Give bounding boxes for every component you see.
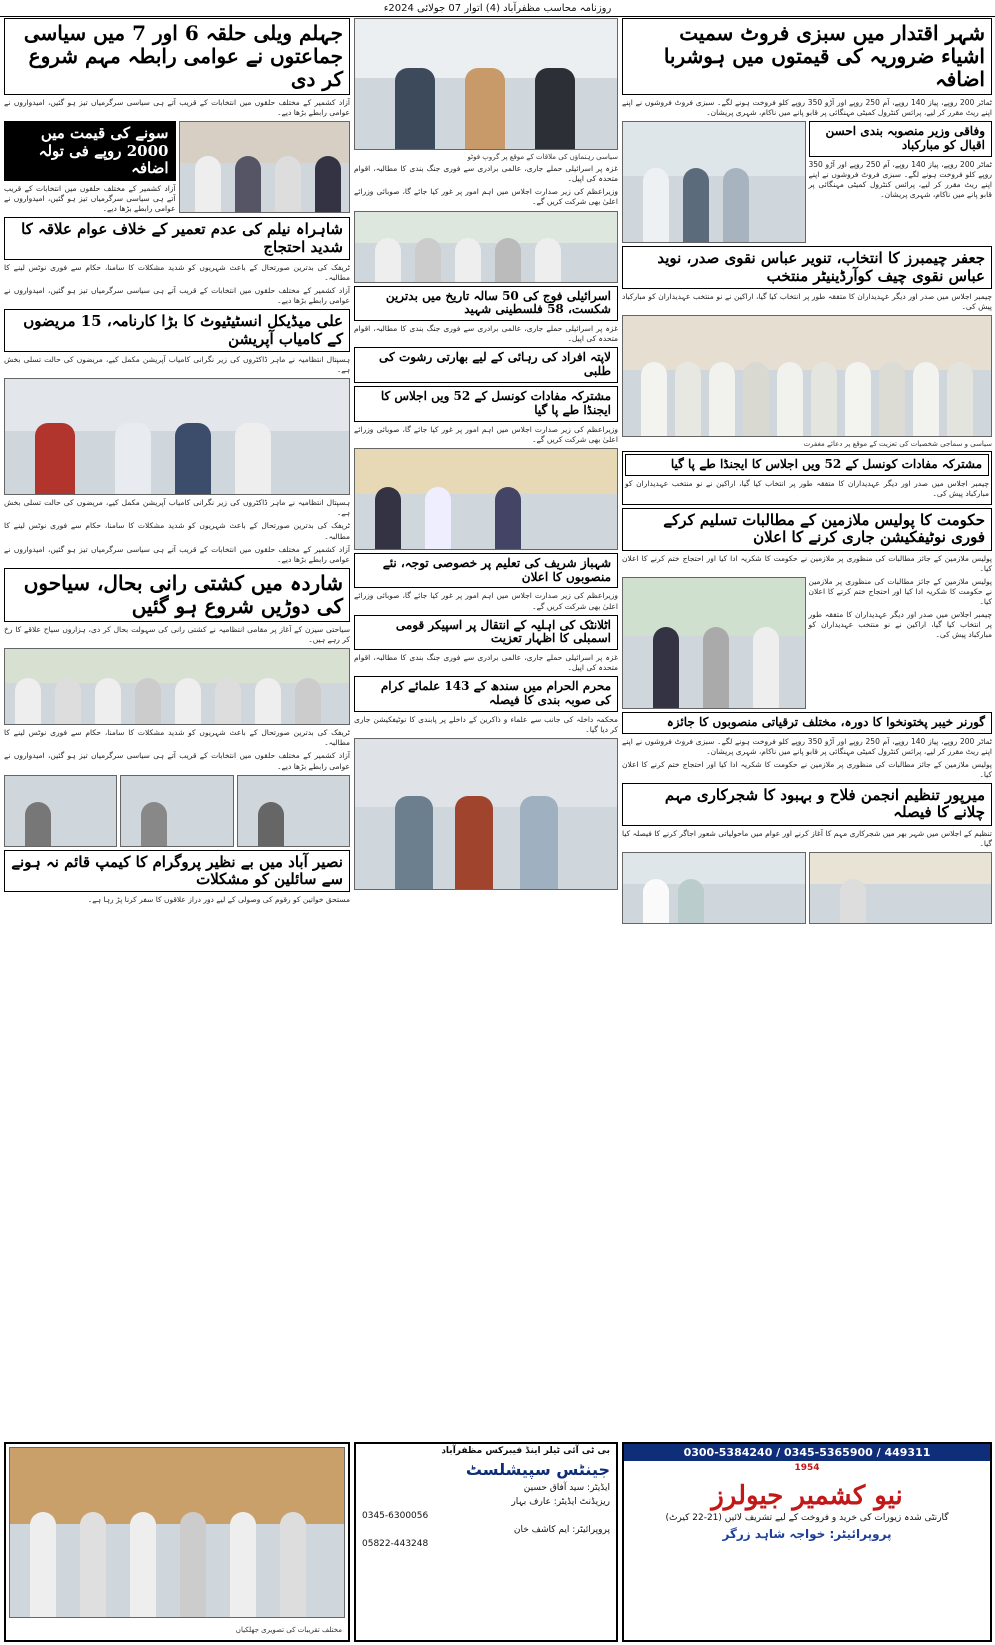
gathering-photo bbox=[4, 648, 350, 725]
bottom-photo-block bbox=[4, 1442, 350, 1642]
masthead bbox=[0, 0, 995, 17]
headline: شہباز شریف کی تعلیم پر خصوصی توجہ، نئے منصوبوں کا اعلان bbox=[354, 553, 618, 589]
news-photo bbox=[622, 852, 806, 924]
article-body: وزیراعظم کی زیر صدارت اجلاس میں اہم امور پر غور کیا جائے گا، صوبائی وزرائے اعلیٰ بھی شرکت کریں گے۔ bbox=[354, 424, 618, 444]
tailor-title: جینٹس سپیشلسٹ bbox=[465, 1460, 610, 1479]
article-body: ٹریفک کی بدترین صورتحال کے باعث شہریوں کو شدید مشکلات کا سامنا، حکام سے فوری نوٹس لینے کا مطالبہ۔ bbox=[4, 728, 350, 748]
column-left bbox=[4, 18, 350, 1438]
headline: شہر اقتدار میں سبزی فروٹ سمیت اشیاء ضروریہ کی قیمتوں میں ہوشربا اضافہ bbox=[622, 18, 992, 95]
jeweler-owner: پروپرائیٹر: خواجہ شاہد زرگر bbox=[722, 1527, 892, 1541]
article-body: وزیراعظم کی زیر صدارت اجلاس میں اہم امور پر غور کیا جائے گا، صوبائی وزرائے اعلیٰ بھی شرکت کریں گے۔ bbox=[354, 591, 618, 611]
article-body: ٹماٹر 200 روپے، پیاز 140 روپے، آم 250 روپے اور آڑو 350 روپے کلو فروخت ہونے لگے۔ سبزی فروٹ فروشوں نے اپنے اپنے ریٹ مقرر کر لیے، پرائس کنٹرول کمیٹی مہنگائی پر قابو پانے میں ناکام، شہری پریشان۔ bbox=[622, 736, 993, 756]
article-body: چیمبر اجلاس میں صدر اور دیگر عہدیداران کا متفقہ طور پر انتخاب کیا گیا، اراکین نے نو منتخب عہدیداران کو مبارکباد پیش کی۔ bbox=[808, 610, 992, 640]
headline: جعفر چیمبرز کا انتخاب، تنویر عباس نقوی صدر، نوید عباس نقوی چیف کوآرڈینیٹر منتخب bbox=[622, 246, 992, 289]
prayer-gathering-photo bbox=[9, 1447, 345, 1618]
news-photo bbox=[354, 211, 618, 283]
funeral-photo bbox=[622, 315, 992, 437]
article-body: سیاحتی سیزن کے آغاز پر مقامی انتظامیہ نے کشتی رانی کی سہولت بحال کر دی، ہزاروں سیاح علاقے کا رخ کر رہے ہیں۔ bbox=[4, 624, 350, 644]
article-body: ٹریفک کی بدترین صورتحال کے باعث شہریوں کو شدید مشکلات کا سامنا، حکام سے فوری نوٹس لینے کا مطالبہ۔ bbox=[4, 262, 350, 282]
article-body: آزاد کشمیر کے مختلف حلقوں میں انتخابات کے قریب آتے ہی سیاسی سرگرمیاں تیز ہو گئیں، امیدواروں نے عوامی رابطے بڑھا دیے۔ bbox=[4, 751, 350, 771]
headline: نصیر آباد میں بے نظیر پروگرام کا کیمپ قائم نہ ہونے سے سائلین کو مشکلات bbox=[4, 850, 350, 893]
column-middle bbox=[354, 18, 618, 1438]
mugshot-photo bbox=[4, 775, 117, 847]
article-body: پولیس ملازمین کے جائز مطالبات کی منظوری پر ملازمین نے حکومت کا شکریہ ادا کیا اور احتجاج ختم کرنے کا اعلان کیا۔ bbox=[808, 576, 992, 607]
article-body: آزاد کشمیر کے مختلف حلقوں میں انتخابات کے قریب آتے ہی سیاسی سرگرمیاں تیز ہو گئیں، امیدواروں نے عوامی رابطے بڑھا دیے۔ bbox=[4, 98, 350, 118]
headline: شاردہ میں کشتی رانی بحال، سیاحوں کی دوڑیں شروع ہو گئیں bbox=[4, 568, 350, 622]
press-conference-photo bbox=[4, 378, 350, 495]
editor-line: ایڈیٹر: سید آفاق حسین bbox=[523, 1483, 610, 1493]
headline: اسرائیلی فوج کی 50 سالہ تاریخ میں بدترین شکست، 58 فلسطینی شہید bbox=[354, 286, 618, 322]
jeweler-desc: گارنٹی شدہ زیورات کی خرید و فروخت کے لیے تشریف لائیں (21-22 کیرٹ) bbox=[665, 1513, 949, 1523]
shop-photo bbox=[354, 448, 618, 550]
article-body: چیمبر اجلاس میں صدر اور دیگر عہدیداران کا متفقہ طور پر انتخاب کیا گیا، اراکین نے نو منتخب عہدیداران کو مبارکباد پیش کی۔ bbox=[622, 291, 992, 311]
headline: میرپور تنظیم انجمن فلاح و بہبود کا شجرکاری مہم چلانے کا فیصلہ bbox=[622, 783, 992, 826]
mugshot-photo bbox=[237, 775, 350, 847]
photo-caption: مختلف تقریبات کی تصویری جھلکیاں bbox=[235, 1626, 342, 1634]
headline: مشترکہ مفادات کونسل کے 52 ویں اجلاس کا ایجنڈا طے پا گیا bbox=[354, 386, 618, 422]
headline: شاہراہ نیلم کی عدم تعمیر کے خلاف عوام علاقہ کا شدید احتجاج bbox=[4, 217, 350, 260]
article-body: پولیس ملازمین کے جائز مطالبات کی منظوری پر ملازمین نے حکومت کا شکریہ ادا کیا اور احتجاج ختم کرنے کا اعلان کیا۔ bbox=[622, 759, 992, 779]
headline: لاپتہ افراد کی رہائی کے لیے بھارتی رشوت کی طلبی bbox=[354, 347, 618, 383]
article-body: ہسپتال انتظامیہ نے ماہر ڈاکٹروں کی زیر نگرانی کامیاب آپریشن مکمل کیے، مریضوں کی حالت تسلی بخش ہے۔ bbox=[4, 498, 350, 518]
editor-phone: 05822-443248 bbox=[362, 1539, 429, 1549]
article-body: تنظیم کے اجلاس میں شہر بھر میں شجرکاری مہم کا آغاز کرنے اور عوام میں ماحولیاتی شعور اجاگر کرنے کا فیصلہ کیا گیا۔ bbox=[622, 828, 992, 848]
article-body: ٹماٹر 200 روپے، پیاز 140 روپے، آم 250 روپے اور آڑو 350 روپے کلو فروخت ہونے لگے۔ سبزی فروٹ فروشوں نے اپنے اپنے ریٹ مقرر کر لیے، پرائس کنٹرول کمیٹی مہنگائی پر قابو پانے میں ناکام، شہری پریشان۔ bbox=[622, 98, 993, 118]
article-body: چیمبر اجلاس میں صدر اور دیگر عہدیداران کا متفقہ طور پر انتخاب کیا گیا، اراکین نے نو منتخب عہدیداران کو مبارکباد پیش کی۔ bbox=[625, 478, 989, 498]
jeweler-ad bbox=[622, 1442, 992, 1642]
headline: محرم الحرام میں سندھ کے 143 علمائے کرام کی صوبہ بندی کا فیصلہ bbox=[354, 676, 618, 712]
headline: علی میڈیکل انسٹیٹیوٹ کا بڑا کارنامہ، 15 مریضوں کے کامیاب آپریشن bbox=[4, 309, 350, 352]
headline: گورنر خیبر پختونخوا کا دورہ، مختلف ترقیاتی منصوبوں کا جائزہ bbox=[622, 712, 992, 734]
headline: حکومت کا پولیس ملازمین کے مطالبات تسلیم کرکے فوری نوٹیفکیشن جاری کرنے کا اعلان bbox=[622, 508, 992, 551]
meeting-photo bbox=[179, 121, 351, 213]
article-body: آزاد کشمیر کے مختلف حلقوں میں انتخابات کے قریب آتے ہی سیاسی سرگرمیاں تیز ہو گئیں، امیدواروں نے عوامی رابطے بڑھا دیے۔ bbox=[4, 184, 176, 214]
tailor-phone: 0345-6300056 bbox=[362, 1511, 429, 1521]
article-body: ہسپتال انتظامیہ نے ماہر ڈاکٹروں کی زیر نگرانی کامیاب آپریشن مکمل کیے، مریضوں کی حالت تسلی بخش ہے۔ bbox=[4, 354, 350, 374]
headline: وفاقی وزیر منصوبہ بندی احسن اقبال کو مبارکباد bbox=[809, 121, 993, 157]
photo-caption: سیاسی رہنماؤں کی ملاقات کے موقع پر گروپ فوٹو bbox=[467, 153, 618, 161]
jeweler-since: 1954 bbox=[794, 1463, 820, 1473]
tailor-ad bbox=[354, 1442, 618, 1642]
article-body: آزاد کشمیر کے مختلف حلقوں میں انتخابات کے قریب آتے ہی سیاسی سرگرمیاں تیز ہو گئیں، امیدواروں نے عوامی رابطے بڑھا دیے۔ bbox=[4, 286, 350, 306]
column-right bbox=[622, 18, 992, 1438]
article-body: آزاد کشمیر کے مختلف حلقوں میں انتخابات کے قریب آتے ہی سیاسی سرگرمیاں تیز ہو گئیں، امیدواروں نے عوامی رابطے بڑھا دیے۔ bbox=[4, 544, 350, 564]
headline: مشترکہ مفادات کونسل کے 52 ویں اجلاس کا ایجنڈا طے پا گیا bbox=[625, 454, 989, 476]
tailor-sub: بی ٹی آئی ٹیلر اینڈ فیبرکس مظفرآباد bbox=[441, 1446, 610, 1456]
article-body: ٹریفک کی بدترین صورتحال کے باعث شہریوں کو شدید مشکلات کا سامنا، حکام سے فوری نوٹس لینے کا مطالبہ۔ bbox=[4, 521, 350, 541]
group-photo bbox=[354, 18, 618, 150]
article-body: پولیس ملازمین کے جائز مطالبات کی منظوری پر ملازمین نے حکومت کا شکریہ ادا کیا اور احتجاج ختم کرنے کا اعلان کیا۔ bbox=[622, 553, 992, 573]
headline: سونے کی قیمت میں 2000 روپے فی تولہ اضافہ bbox=[4, 121, 176, 181]
group-photo bbox=[354, 738, 618, 890]
news-photo bbox=[809, 852, 993, 924]
article-body: ٹماٹر 200 روپے، پیاز 140 روپے، آم 250 روپے اور آڑو 350 روپے کلو فروخت ہونے لگے۔ سبزی فروٹ فروشوں نے اپنے اپنے ریٹ مقرر کر لیے، پرائس کنٹرول کمیٹی مہنگائی پر قابو پانے میں ناکام، شہری پریشان۔ bbox=[808, 159, 992, 200]
article-body: غزہ پر اسرائیلی حملے جاری، عالمی برادری سے فوری جنگ بندی کا مطالبہ، اقوام متحدہ کی اپیل۔ bbox=[354, 324, 618, 344]
headline: جہلم ویلی حلقہ 6 اور 7 میں سیاسی جماعتوں نے عوامی رابطہ مہم شروع کر دی bbox=[4, 18, 350, 95]
article-body: غزہ پر اسرائیلی حملے جاری، عالمی برادری سے فوری جنگ بندی کا مطالبہ، اقوام متحدہ کی اپیل۔ bbox=[354, 164, 618, 184]
tailor-contact: پروپرائیٹر: ایم کاشف خان bbox=[513, 1525, 610, 1535]
article-body: وزیراعظم کی زیر صدارت اجلاس میں اہم امور پر غور کیا جائے گا، صوبائی وزرائے اعلیٰ بھی شرکت کریں گے۔ bbox=[354, 187, 618, 207]
headline: اٹلانٹک کی اہلیہ کے انتقال پر اسپیکر قومی اسمبلی کا اظہار تعزیت bbox=[354, 615, 618, 651]
article-body: غزہ پر اسرائیلی حملے جاری، عالمی برادری سے فوری جنگ بندی کا مطالبہ، اقوام متحدہ کی اپیل۔ bbox=[354, 653, 618, 673]
jeweler-name: نیو کشمیر جیولرز bbox=[711, 1481, 903, 1511]
news-photo bbox=[622, 121, 806, 243]
article-body: محکمہ داخلہ کی جانب سے علماء و ذاکرین کے داخلے پر پابندی کا نوٹیفکیشن جاری کر دیا گیا۔ bbox=[354, 715, 618, 735]
jeweler-phones: 0300-5384240 / 0345-5365900 / 449311 bbox=[624, 1444, 990, 1461]
photo-caption: سیاسی و سماجی شخصیات کی تعزیت کے موقع پر دعائے مغفرت bbox=[803, 440, 992, 448]
article-body: مستحق خواتین کو رقوم کی وصولی کے لیے دور دراز علاقوں کا سفر کرنا پڑ رہا ہے۔ bbox=[87, 895, 350, 905]
mugshot-photo bbox=[120, 775, 233, 847]
news-photo bbox=[622, 577, 806, 709]
editor-line: ریزیڈنٹ ایڈیٹر: عارف بہار bbox=[511, 1497, 610, 1507]
masthead-line: روزنامہ محاسب مظفرآباد (4) اتوار 07 جولائی 2024ء bbox=[383, 2, 612, 14]
